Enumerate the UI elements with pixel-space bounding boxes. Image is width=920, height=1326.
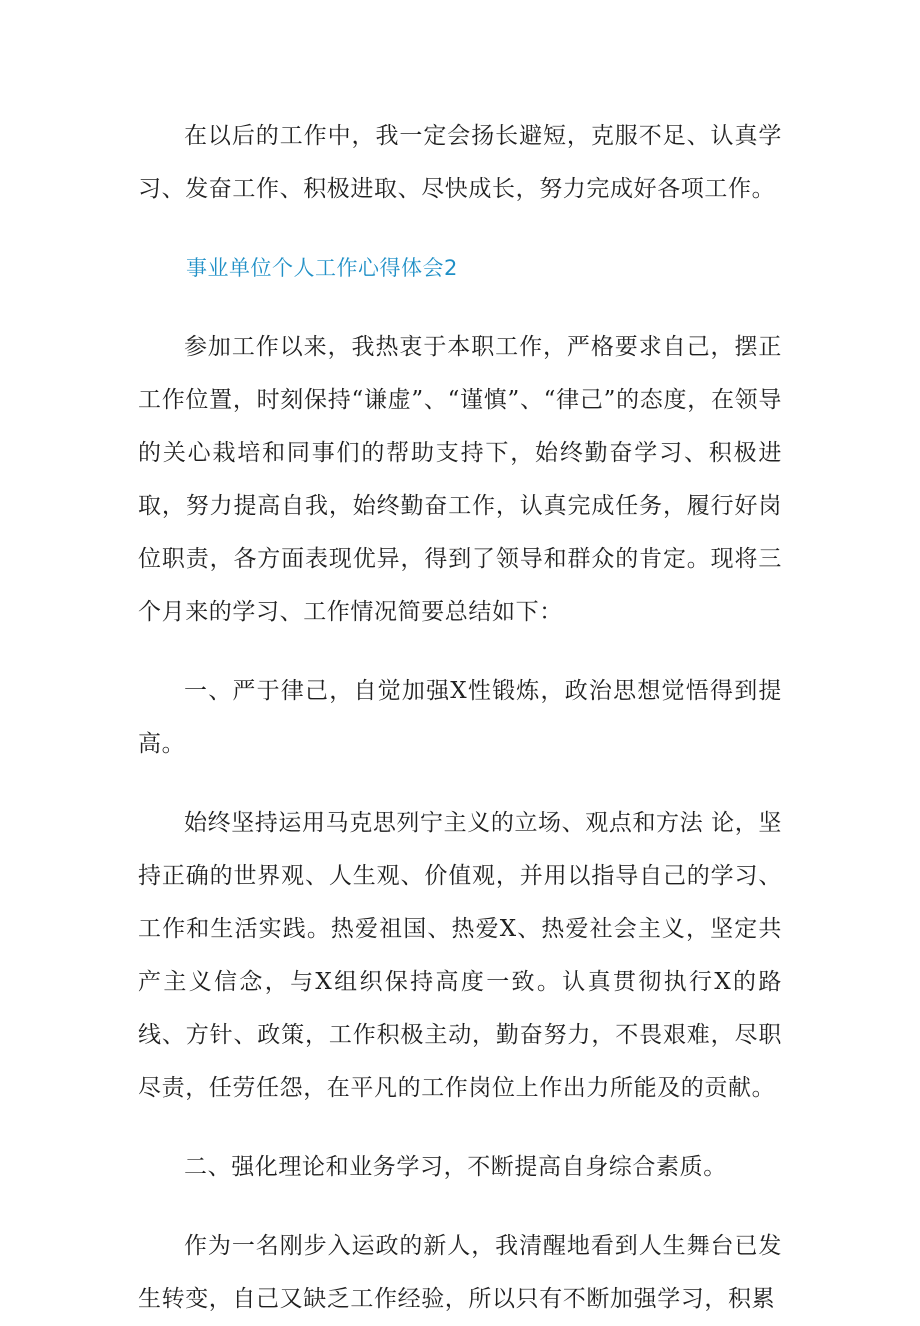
paragraph-gap xyxy=(138,295,782,321)
paragraph-point-two: 二、强化理论和业务学习，不断提高自身综合素质。 xyxy=(184,1154,727,1180)
paragraph-introduction: 参加工作以来，我热衷于本职工作，严格要求自己，摆正工作位置，时刻保持“谦虚”、“谨慎”、“律己”的态度，在领导的关心栽培和同事们的帮助支持下，始终勤奋学习、积极进取，努力提高自我，始终勤奋工作，认真完成任务，履行好岗位职责，各方面表现优异，得到了领导和群众的肯定。现将三个月来的学习、工作情况简要总结如下： xyxy=(138,334,782,625)
paragraph-gap xyxy=(138,771,782,797)
paragraph-gap xyxy=(138,1194,782,1220)
paragraph-point-two-detail: 作为一名刚步入运政的新人，我清醒地看到人生舞台已发生转变，自己又缺乏工作经验，所以只有不断加强学习，积累 xyxy=(138,1233,782,1312)
paragraph-closing-remarks: 在以后的工作中，我一定会扬长避短，克服不足、认真学习、发奋工作、积极进取、尽快成长，努力完成好各项工作。 xyxy=(138,123,782,202)
paragraph-gap xyxy=(138,216,782,242)
section-heading: 事业单位个人工作心得体会2 xyxy=(186,256,458,280)
paragraph-point-one-detail: 始终坚持运用马克思列宁主义的立场、观点和方法 论，坚持正确的世界观、人生观、价值观，并用以指导自己的学习、工作和生活实践。热爱祖国、热爱X、热爱社会主义，坚定共产主义信念，与X组织保持高度一致。认真贯彻执行X的路线、方针、政策，工作积极主动，勤奋努力，不畏艰难，尽职尽责，任劳任怨，在平凡的工作岗位上作出力所能及的贡献。 xyxy=(138,810,782,1101)
paragraph-gap xyxy=(138,1115,782,1141)
document-body xyxy=(138,110,782,1326)
paragraph-point-one: 一、严于律己，自觉加强X性锻炼，政治思想觉悟得到提高。 xyxy=(138,678,782,757)
paragraph-gap xyxy=(138,639,782,665)
